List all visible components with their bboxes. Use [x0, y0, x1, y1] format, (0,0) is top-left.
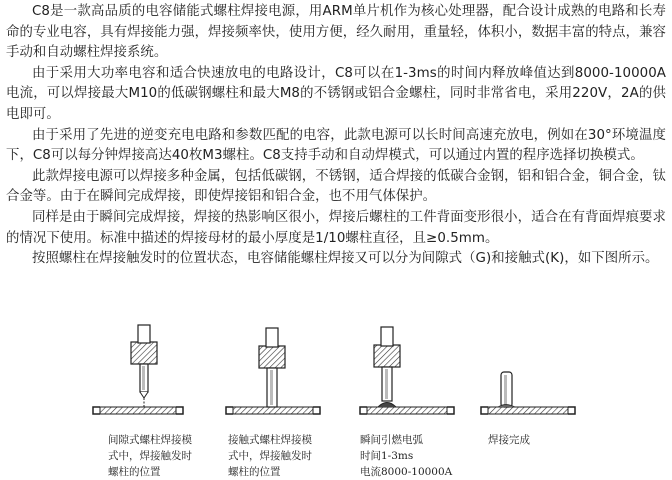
caption-done: 焊接完成: [488, 434, 530, 446]
paragraph-5: 同样是由于瞬间完成焊接，焊接的热影响区很小，焊接后螺柱的工件背面变形很小，适合在有背面焊痕要求的情况下使用。标准中描述的焊接母材的最小厚度是1/10螺柱直径，且≥0.5mm。: [6, 209, 666, 246]
stage-gap-diagram: [93, 325, 183, 414]
paragraph-6: 按照螺柱在焊接触发时的位置状态，电容储能螺柱焊接又可以分为间隙式（G)和接触式(K)，如下图所示。: [32, 251, 659, 267]
body-text: [6, 2, 666, 270]
stage-arc-diagram: [360, 327, 454, 414]
welding-stages-figure: [0, 320, 672, 478]
caption-arc: 瞬间引燃电弧 时间1-3ms 电流8000-10000A: [360, 434, 453, 478]
stage-contact-diagram: [226, 328, 320, 414]
paragraph-2: 由于采用大功率电容和适合快速放电的电路设计，C8可以在1-3ms的时间内释放峰值达到8000-10000A电流，可以焊接最大M10的低碳钢螺柱和最大M8的不锈钢或铝合金螺柱，同时非常省电，采用220V，2A的供电即可。: [6, 65, 666, 122]
paragraph-1: C8是一款高品质的电容储能式螺柱焊接电源，用ARM单片机作为核心处理器，配合设计成熟的电路和长寿命的专业电容，具有焊接能力强，焊接频率快，使用方便，经久耐用，重量轻，体积小，数据丰富的特点，兼容手动和自动螺柱焊接系统。: [6, 4, 666, 61]
caption-gap: 间隙式螺柱焊接模 式中，焊接触发时 螺柱的位置: [108, 434, 192, 478]
caption-contact: 接触式螺柱焊接模 式中，焊接触发时 螺柱的位置: [228, 434, 312, 478]
welding-stages-illustration: [0, 320, 672, 430]
paragraph-4: 此款焊接电源可以焊接多种金属，包括低碳钢，不锈钢，适合焊接的低碳合金钢，铝和铝合金，铜合金，钛合金等。由于在瞬间完成焊接，即使焊接铝和铝合金，也不用气体保护。: [6, 168, 666, 205]
stage-done-diagram: [481, 372, 575, 414]
paragraph-3: 由于采用了先进的逆变充电电路和参数匹配的电容，此款电源可以长时间高速充放电，例如在30°环境温度下，C8可以每分钟焊接高达40枚M3螺柱。C8支持手动和自动焊模式，可以通过内置的程序选择切换模式。: [6, 127, 666, 164]
